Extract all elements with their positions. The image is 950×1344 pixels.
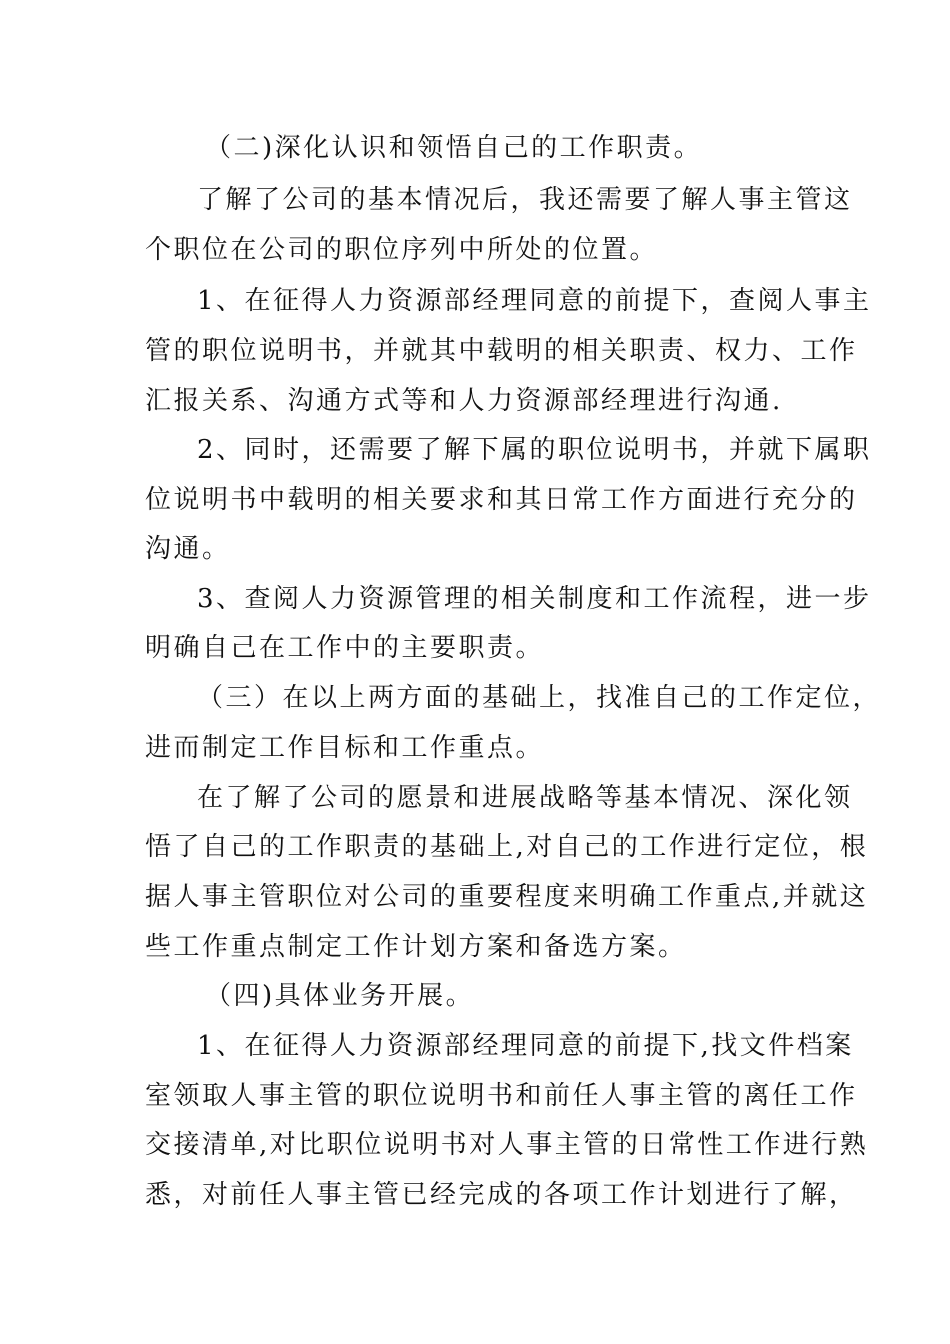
list-item-line: 汇报关系、沟通方式等和人力资源部经理进行沟通. xyxy=(145,386,783,416)
list-item-line: 1、在征得人力资源部经理同意的前提下，查阅人事主 xyxy=(197,286,872,316)
section-heading-3: （三）在以上两方面的基础上，找准自己的工作定位， xyxy=(197,683,882,713)
paragraph-line: 悟了自己的工作职责的基础上,对自己的工作进行定位，根 xyxy=(145,832,869,862)
list-item-line: 交接清单,对比职位说明书对人事主管的日常性工作进行熟 xyxy=(145,1130,869,1160)
list-item-line: 室领取人事主管的职位说明书和前任人事主管的离任工作 xyxy=(145,1081,858,1111)
section-heading-2: （二)深化认识和领悟自己的工作职责。 xyxy=(205,133,703,163)
list-item-line: 明确自己在工作中的主要职责。 xyxy=(145,633,545,663)
list-item-line: 1、在征得人力资源部经理同意的前提下,找文件档案 xyxy=(197,1031,854,1061)
paragraph-line: 了解了公司的基本情况后，我还需要了解人事主管这 xyxy=(197,185,853,215)
list-item-line: 管的职位说明书，并就其中载明的相关职责、权力、工作 xyxy=(145,336,858,366)
list-item-line: 3、查阅人力资源管理的相关制度和工作流程，进一步 xyxy=(197,584,872,614)
paragraph-line: 个职位在公司的职位序列中所处的位置。 xyxy=(145,235,659,265)
section-heading-3: 进而制定工作目标和工作重点。 xyxy=(145,733,545,763)
section-heading-4: （四)具体业务开展。 xyxy=(205,981,475,1011)
paragraph-line: 些工作重点制定工作计划方案和备选方案。 xyxy=(145,932,687,962)
list-item-line: 沟通。 xyxy=(145,534,231,564)
paragraph-line: 据人事主管职位对公司的重要程度来明确工作重点,并就这 xyxy=(145,882,869,912)
paragraph-line: 在了解了公司的愿景和进展战略等基本情况、深化领 xyxy=(197,783,853,813)
list-item-line: 悉，对前任人事主管已经完成的各项工作计划进行了解， xyxy=(145,1180,858,1210)
list-item-line: 位说明书中载明的相关要求和其日常工作方面进行充分的 xyxy=(145,485,858,515)
list-item-line: 2、同时，还需要了解下属的职位说明书，并就下属职 xyxy=(197,435,872,465)
